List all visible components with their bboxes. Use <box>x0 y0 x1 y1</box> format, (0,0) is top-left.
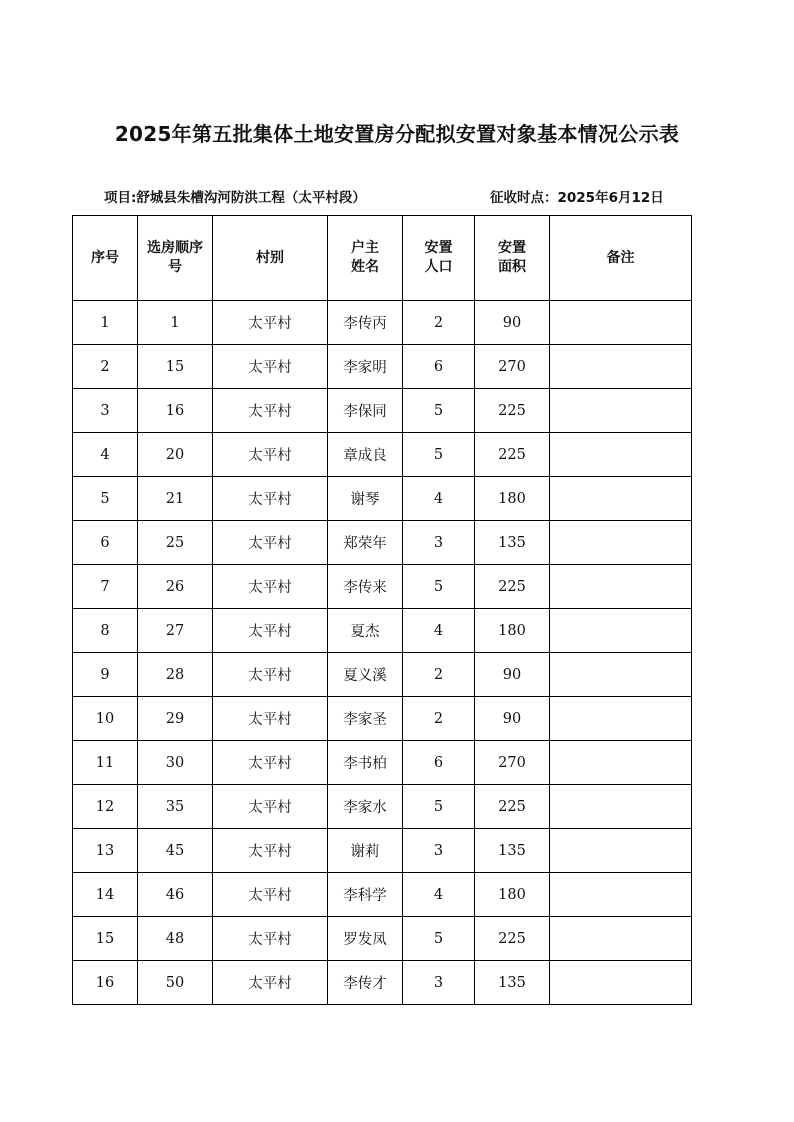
cell-area: 180 <box>475 609 550 653</box>
cell-note <box>550 653 692 697</box>
cell-area: 225 <box>475 389 550 433</box>
cell-people: 4 <box>403 873 475 917</box>
table-row <box>73 961 692 1005</box>
cell-people: 2 <box>403 653 475 697</box>
cell-area: 90 <box>475 697 550 741</box>
cell-order: 48 <box>138 917 213 961</box>
cell-no: 6 <box>73 521 138 565</box>
cell-people: 5 <box>403 389 475 433</box>
cell-order: 50 <box>138 961 213 1005</box>
cell-village: 太平村 <box>213 741 328 785</box>
col-header-area: 安置 面积 <box>475 216 550 301</box>
cell-no: 9 <box>73 653 138 697</box>
cell-no: 15 <box>73 917 138 961</box>
cell-people: 5 <box>403 565 475 609</box>
cell-no: 7 <box>73 565 138 609</box>
placement-table <box>72 215 692 1005</box>
table-row <box>73 345 692 389</box>
col-header-order: 选房顺序 号 <box>138 216 213 301</box>
cell-village: 太平村 <box>213 389 328 433</box>
col-header-name: 户主 姓名 <box>328 216 403 301</box>
cell-people: 3 <box>403 521 475 565</box>
cell-name: 李家明 <box>328 345 403 389</box>
table-row <box>73 301 692 345</box>
cell-village: 太平村 <box>213 345 328 389</box>
cell-order: 46 <box>138 873 213 917</box>
cell-no: 10 <box>73 697 138 741</box>
cell-name: 李家圣 <box>328 697 403 741</box>
cell-no: 4 <box>73 433 138 477</box>
cell-name: 郑荣年 <box>328 521 403 565</box>
cell-village: 太平村 <box>213 873 328 917</box>
cell-village: 太平村 <box>213 653 328 697</box>
table-body <box>73 301 692 1005</box>
cell-village: 太平村 <box>213 785 328 829</box>
cell-note <box>550 917 692 961</box>
cell-village: 太平村 <box>213 521 328 565</box>
table-row <box>73 433 692 477</box>
cell-village: 太平村 <box>213 829 328 873</box>
cell-name: 李传来 <box>328 565 403 609</box>
cell-people: 5 <box>403 917 475 961</box>
cell-note <box>550 345 692 389</box>
cell-people: 6 <box>403 345 475 389</box>
cell-people: 2 <box>403 697 475 741</box>
cell-note <box>550 477 692 521</box>
cell-area: 225 <box>475 917 550 961</box>
project-label: 项目:舒城县朱槽沟河防洪工程（太平村段） <box>104 190 366 206</box>
cell-area: 270 <box>475 345 550 389</box>
cell-note <box>550 301 692 345</box>
table-row <box>73 477 692 521</box>
table-row <box>73 741 692 785</box>
cell-order: 21 <box>138 477 213 521</box>
cell-name: 李科学 <box>328 873 403 917</box>
table-row <box>73 873 692 917</box>
cell-note <box>550 609 692 653</box>
cell-name: 谢莉 <box>328 829 403 873</box>
cell-name: 李保同 <box>328 389 403 433</box>
cell-order: 15 <box>138 345 213 389</box>
cell-note <box>550 433 692 477</box>
table-row <box>73 609 692 653</box>
cell-name: 李传丙 <box>328 301 403 345</box>
cell-note <box>550 785 692 829</box>
cell-note <box>550 829 692 873</box>
table-row <box>73 697 692 741</box>
col-header-village: 村别 <box>213 216 328 301</box>
cell-note <box>550 565 692 609</box>
cell-no: 13 <box>73 829 138 873</box>
cell-name: 罗发凤 <box>328 917 403 961</box>
cell-no: 16 <box>73 961 138 1005</box>
cell-people: 4 <box>403 477 475 521</box>
table-row <box>73 653 692 697</box>
cell-order: 20 <box>138 433 213 477</box>
cell-area: 225 <box>475 433 550 477</box>
col-header-people: 安置 人口 <box>403 216 475 301</box>
cell-people: 5 <box>403 433 475 477</box>
cell-village: 太平村 <box>213 301 328 345</box>
cell-order: 1 <box>138 301 213 345</box>
cell-village: 太平村 <box>213 609 328 653</box>
cell-area: 90 <box>475 301 550 345</box>
cell-order: 30 <box>138 741 213 785</box>
cell-village: 太平村 <box>213 961 328 1005</box>
cell-name: 李书柏 <box>328 741 403 785</box>
cell-note <box>550 521 692 565</box>
cell-name: 李家水 <box>328 785 403 829</box>
cell-people: 5 <box>403 785 475 829</box>
cell-no: 3 <box>73 389 138 433</box>
cell-no: 12 <box>73 785 138 829</box>
cell-order: 28 <box>138 653 213 697</box>
cell-note <box>550 961 692 1005</box>
cell-name: 谢琴 <box>328 477 403 521</box>
table-header-row <box>73 216 692 301</box>
cell-people: 3 <box>403 829 475 873</box>
cell-village: 太平村 <box>213 697 328 741</box>
col-header-note: 备注 <box>550 216 692 301</box>
cell-people: 4 <box>403 609 475 653</box>
cell-area: 135 <box>475 961 550 1005</box>
cell-area: 180 <box>475 873 550 917</box>
cell-order: 35 <box>138 785 213 829</box>
cell-order: 29 <box>138 697 213 741</box>
table-row <box>73 917 692 961</box>
col-header-no: 序号 <box>73 216 138 301</box>
cell-village: 太平村 <box>213 565 328 609</box>
cell-note <box>550 389 692 433</box>
cell-village: 太平村 <box>213 477 328 521</box>
cell-people: 2 <box>403 301 475 345</box>
cell-note <box>550 741 692 785</box>
cell-village: 太平村 <box>213 917 328 961</box>
table-row <box>73 829 692 873</box>
cell-no: 5 <box>73 477 138 521</box>
cell-people: 6 <box>403 741 475 785</box>
cell-no: 2 <box>73 345 138 389</box>
cell-area: 225 <box>475 565 550 609</box>
cell-note <box>550 873 692 917</box>
cell-order: 25 <box>138 521 213 565</box>
cell-order: 27 <box>138 609 213 653</box>
cell-no: 14 <box>73 873 138 917</box>
cell-people: 3 <box>403 961 475 1005</box>
table-row <box>73 389 692 433</box>
cell-area: 90 <box>475 653 550 697</box>
cell-name: 夏杰 <box>328 609 403 653</box>
cell-area: 180 <box>475 477 550 521</box>
cell-note <box>550 697 692 741</box>
cell-area: 270 <box>475 741 550 785</box>
cell-order: 26 <box>138 565 213 609</box>
cell-order: 45 <box>138 829 213 873</box>
cell-name: 李传才 <box>328 961 403 1005</box>
expropriation-date: 征收时点：2025年6月12日 <box>490 190 664 206</box>
cell-name: 夏义溪 <box>328 653 403 697</box>
table-row <box>73 565 692 609</box>
table-row <box>73 785 692 829</box>
cell-area: 135 <box>475 829 550 873</box>
cell-village: 太平村 <box>213 433 328 477</box>
cell-area: 135 <box>475 521 550 565</box>
table-row <box>73 521 692 565</box>
cell-order: 16 <box>138 389 213 433</box>
page-title: 2025年第五批集体土地安置房分配拟安置对象基本情况公示表 <box>114 122 680 146</box>
cell-no: 1 <box>73 301 138 345</box>
cell-no: 8 <box>73 609 138 653</box>
cell-no: 11 <box>73 741 138 785</box>
cell-area: 225 <box>475 785 550 829</box>
cell-name: 章成良 <box>328 433 403 477</box>
